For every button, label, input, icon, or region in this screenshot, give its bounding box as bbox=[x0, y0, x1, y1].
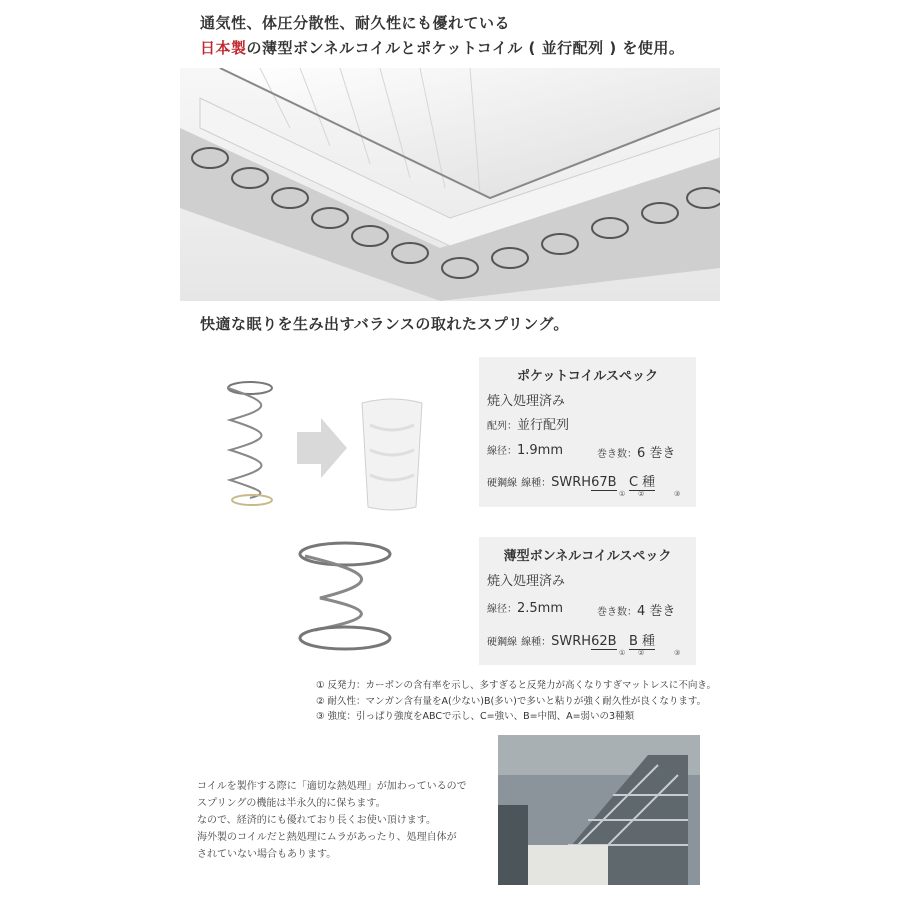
note-3: ③ 強度：引っぱり強度をABCで示し、C=強い、B=中間、A=弱いの3種類 bbox=[316, 711, 635, 722]
steel-label: 硬鋼線 bbox=[487, 637, 517, 648]
spec-notes bbox=[316, 678, 716, 725]
type-num: 62 bbox=[591, 634, 608, 649]
steel-label: 硬鋼線 bbox=[487, 478, 517, 489]
headline-line2 bbox=[200, 37, 684, 58]
turns-value: 6 巻き bbox=[637, 446, 676, 461]
grade-letter: B bbox=[628, 634, 638, 649]
arrangement-value: 並行配列 bbox=[517, 418, 570, 433]
arrow-shape bbox=[297, 418, 347, 478]
pocketed-coil-image bbox=[352, 395, 432, 513]
diameter-value: 2.5mm bbox=[517, 601, 564, 616]
arrangement-label: 配列： bbox=[487, 421, 517, 432]
body-line-1: コイルを製作する際に「適切な熱処理」が加わっているので bbox=[197, 781, 467, 792]
type-letter: B bbox=[607, 475, 617, 490]
turns-label: 巻き数： bbox=[597, 607, 637, 618]
mark-1: ① bbox=[619, 490, 626, 498]
bonnell-coil-image bbox=[295, 538, 395, 658]
bonnell-treatment: 焼入処理済み bbox=[487, 574, 566, 589]
note-1: ① 反発力：カーボンの含有率を示し、多すぎると反発力が高くなりすぎマットレスに不向き。 bbox=[316, 680, 716, 691]
bonnell-diameter bbox=[487, 600, 563, 616]
arrow-right-icon bbox=[297, 418, 347, 478]
mark-2: ② bbox=[638, 649, 645, 657]
pocket-wire-type bbox=[487, 471, 655, 490]
body-line-2: スプリングの機能は半永久的に保ちます。 bbox=[197, 798, 386, 809]
subheadline: 快適な眠りを生み出すバランスの取れたスプリング。 bbox=[200, 315, 569, 333]
headline-highlight: 日本製 bbox=[200, 39, 247, 57]
body-line-3: なので、経済的にも優れており長くお使い頂けます。 bbox=[197, 815, 436, 826]
factory-photo bbox=[498, 735, 700, 885]
pocket-diameter bbox=[487, 442, 563, 458]
mark-2: ② bbox=[638, 490, 645, 498]
mark-3: ③ bbox=[674, 649, 681, 657]
heat-treatment-description bbox=[197, 778, 467, 863]
type-letter: B bbox=[607, 634, 617, 649]
mark-1: ① bbox=[619, 649, 626, 657]
body-line-5: されていない場合もあります。 bbox=[197, 849, 337, 860]
hero-mattress-image bbox=[180, 68, 720, 301]
bonnell-wire-type bbox=[487, 630, 655, 649]
pocket-coil-spec-panel bbox=[479, 357, 696, 507]
pocket-turns bbox=[597, 442, 675, 461]
turns-label: 巻き数： bbox=[597, 449, 637, 460]
grade bbox=[629, 634, 655, 650]
turns-value: 4 巻き bbox=[637, 604, 676, 619]
diameter-label: 線径： bbox=[487, 604, 517, 615]
mattress-cutaway-illustration bbox=[180, 68, 720, 301]
headline-rest: の薄型ボンネルコイルとポケットコイル ( 並行配列 ) を使用。 bbox=[246, 39, 685, 57]
grade-suffix: 種 bbox=[642, 634, 656, 649]
headline-line1: 通気性、体圧分散性、耐久性にも優れている bbox=[200, 14, 511, 32]
diameter-label: 線径： bbox=[487, 446, 517, 457]
body-line-4: 海外製のコイルだと熱処理にムラがあったり、処理自体が bbox=[197, 832, 457, 843]
pocket-treatment: 焼入処理済み bbox=[487, 394, 566, 409]
spring-illustration bbox=[220, 378, 280, 508]
pocket-coil-illustration bbox=[352, 395, 432, 513]
bonnell-turns bbox=[597, 600, 675, 619]
grade bbox=[629, 475, 655, 491]
type-num: 67 bbox=[591, 475, 608, 490]
bonnell-coil-spec-panel bbox=[479, 537, 696, 665]
bare-spring-image bbox=[220, 378, 280, 508]
grade-suffix: 種 bbox=[642, 475, 656, 490]
factory-illustration bbox=[498, 735, 700, 885]
type-prefix: SWRH bbox=[551, 475, 592, 490]
diameter-value: 1.9mm bbox=[517, 443, 564, 458]
note-2: ② 耐久性：マンガン含有量をA(少ない)B(多い)で多いと粘りが強く耐久性が良くなります。 bbox=[316, 695, 707, 707]
bonnell-spec-title: 薄型ボンネルコイルスペック bbox=[503, 549, 672, 564]
mark-3: ③ bbox=[674, 490, 681, 498]
pocket-spec-title: ポケットコイルスペック bbox=[516, 369, 659, 384]
grade-letter: C bbox=[628, 475, 639, 490]
type-label: 線種： bbox=[521, 478, 552, 489]
pocket-arrangement bbox=[487, 414, 569, 433]
type-prefix: SWRH bbox=[551, 634, 592, 649]
type-label: 線種： bbox=[521, 637, 552, 648]
bonnell-coil-illustration bbox=[295, 538, 395, 658]
